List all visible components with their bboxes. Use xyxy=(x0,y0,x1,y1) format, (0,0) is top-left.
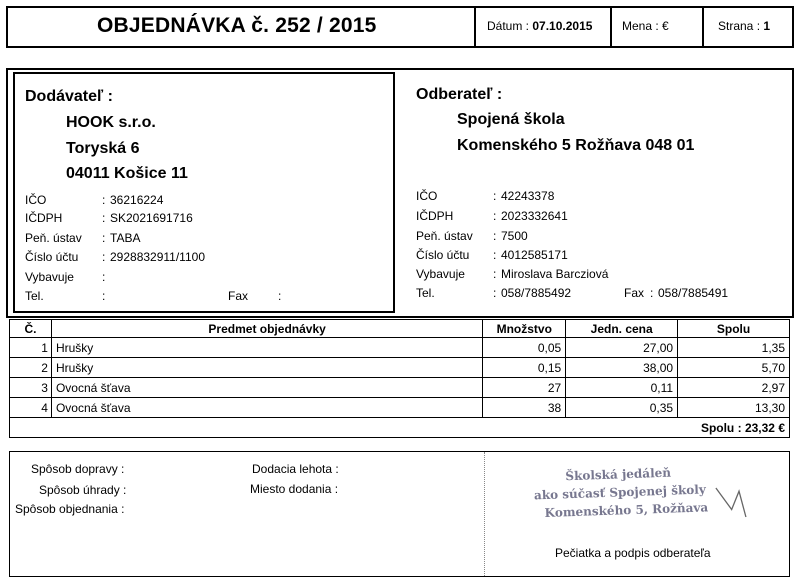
page-value: 1 xyxy=(763,19,771,33)
row-total: 2,97 xyxy=(678,378,790,398)
customer-bank-value: 7500 xyxy=(501,229,528,243)
currency-label: Mena : xyxy=(622,19,659,33)
transport-label: Spôsob dopravy : xyxy=(31,462,125,476)
customer-name: Spojená škola xyxy=(457,111,565,128)
currency-field xyxy=(622,19,669,33)
sum-value: 23,32 € xyxy=(744,420,785,435)
row-qty: 0,05 xyxy=(483,338,566,358)
supplier-street: Toryská 6 xyxy=(66,140,140,157)
stamp-line-2: ako súčasť Spojenej školy xyxy=(533,482,707,503)
date-value: 07.10.2015 xyxy=(532,19,593,33)
table-row xyxy=(10,358,790,378)
customer-icdph-value: 2023332641 xyxy=(501,209,568,223)
row-price: 0,11 xyxy=(566,378,678,398)
page-field xyxy=(718,19,770,33)
supplier-icdph-label: IČDPH xyxy=(25,211,63,225)
supplier-handler-label: Vybavuje xyxy=(25,270,74,284)
table-row xyxy=(10,378,790,398)
stamp-line-3: Komenského 5, Rožňava xyxy=(544,500,709,521)
col-header-no: Č. xyxy=(10,320,52,338)
supplier-fax-label: Fax xyxy=(228,289,249,303)
customer-fax-value: 058/7885491 xyxy=(658,286,729,300)
row-item: Ovocná šťava xyxy=(51,378,482,398)
customer-ico-value: 42243378 xyxy=(501,189,555,203)
row-item: Ovocná šťava xyxy=(51,398,482,418)
customer-stamp xyxy=(515,451,747,534)
ordering-label: Spôsob objednania : xyxy=(15,502,125,516)
row-item: Hrušky xyxy=(51,358,482,378)
customer-account-value: 4012585171 xyxy=(501,248,568,262)
table-row xyxy=(10,398,790,418)
row-no: 4 xyxy=(10,398,52,418)
row-no: 2 xyxy=(10,358,52,378)
signature-scribble xyxy=(711,479,752,520)
customer-tel-value: 058/7885492 xyxy=(501,286,572,300)
supplier-account-value: 2928832911/1100 xyxy=(110,250,205,264)
customer-icdph-label: IČDPH xyxy=(416,209,454,223)
col-header-total: Spolu xyxy=(678,320,790,338)
supplier-tel-label: Tel. xyxy=(25,289,44,303)
supplier-ico-label: IČO xyxy=(25,193,47,207)
page-label: Strana : xyxy=(718,19,761,33)
row-price: 27,00 xyxy=(566,338,678,358)
header-divider-1 xyxy=(474,8,476,46)
customer-address: Komenského 5 Rožňava 048 01 xyxy=(457,137,695,154)
date-field xyxy=(487,19,592,33)
row-qty: 0,15 xyxy=(483,358,566,378)
sum-cell xyxy=(10,418,790,438)
supplier-city: 04011 Košice 11 xyxy=(66,165,188,182)
col-header-item: Predmet objednávky xyxy=(51,320,482,338)
row-no: 1 xyxy=(10,338,52,358)
customer-ico-label: IČO xyxy=(416,189,438,203)
currency-value: € xyxy=(662,19,669,33)
row-total: 1,35 xyxy=(678,338,790,358)
sum-label: Spolu : xyxy=(700,420,742,435)
stamp-line-1: Školská jedáleň xyxy=(565,465,672,484)
customer-account-label: Číslo účtu xyxy=(416,248,470,262)
supplier-heading: Dodávateľ : xyxy=(25,88,113,105)
signature-caption: Pečiatka a podpis odberateľa xyxy=(555,546,711,560)
document-title: OBJEDNÁVKA č. 252 / 2015 xyxy=(97,14,377,37)
items-table xyxy=(9,319,790,438)
header-divider-2 xyxy=(610,8,612,46)
table-row xyxy=(10,338,790,358)
supplier-icdph-value: SK2021691716 xyxy=(110,211,193,225)
delivery-place-label: Miesto dodania : xyxy=(250,482,339,496)
supplier-bank-value: TABA xyxy=(110,231,141,245)
footer-divider xyxy=(484,452,485,576)
row-item: Hrušky xyxy=(51,338,482,358)
row-qty: 27 xyxy=(483,378,566,398)
payment-label: Spôsob úhrady : xyxy=(39,483,127,497)
col-header-qty: Množstvo xyxy=(483,320,566,338)
row-price: 0,35 xyxy=(566,398,678,418)
row-no: 3 xyxy=(10,378,52,398)
customer-handler-value: Miroslava Barcziová xyxy=(501,267,609,281)
row-total: 5,70 xyxy=(678,358,790,378)
supplier-name: HOOK s.r.o. xyxy=(66,114,156,131)
sum-row xyxy=(10,418,790,438)
customer-heading: Odberateľ : xyxy=(416,86,503,103)
table-header-row xyxy=(10,320,790,338)
customer-fax-label: Fax xyxy=(624,286,645,300)
supplier-account-label: Číslo účtu xyxy=(25,250,79,264)
supplier-ico-value: 36216224 xyxy=(110,193,164,207)
row-total: 13,30 xyxy=(678,398,790,418)
supplier-bank-label: Peň. ústav xyxy=(25,231,82,245)
date-label: Dátum : xyxy=(487,19,530,33)
customer-bank-label: Peň. ústav xyxy=(416,229,473,243)
customer-tel-label: Tel. xyxy=(416,286,435,300)
row-price: 38,00 xyxy=(566,358,678,378)
row-qty: 38 xyxy=(483,398,566,418)
header-divider-3 xyxy=(702,8,704,46)
col-header-price: Jedn. cena xyxy=(566,320,678,338)
delivery-deadline-label: Dodacia lehota : xyxy=(252,462,339,476)
customer-handler-label: Vybavuje xyxy=(416,267,465,281)
